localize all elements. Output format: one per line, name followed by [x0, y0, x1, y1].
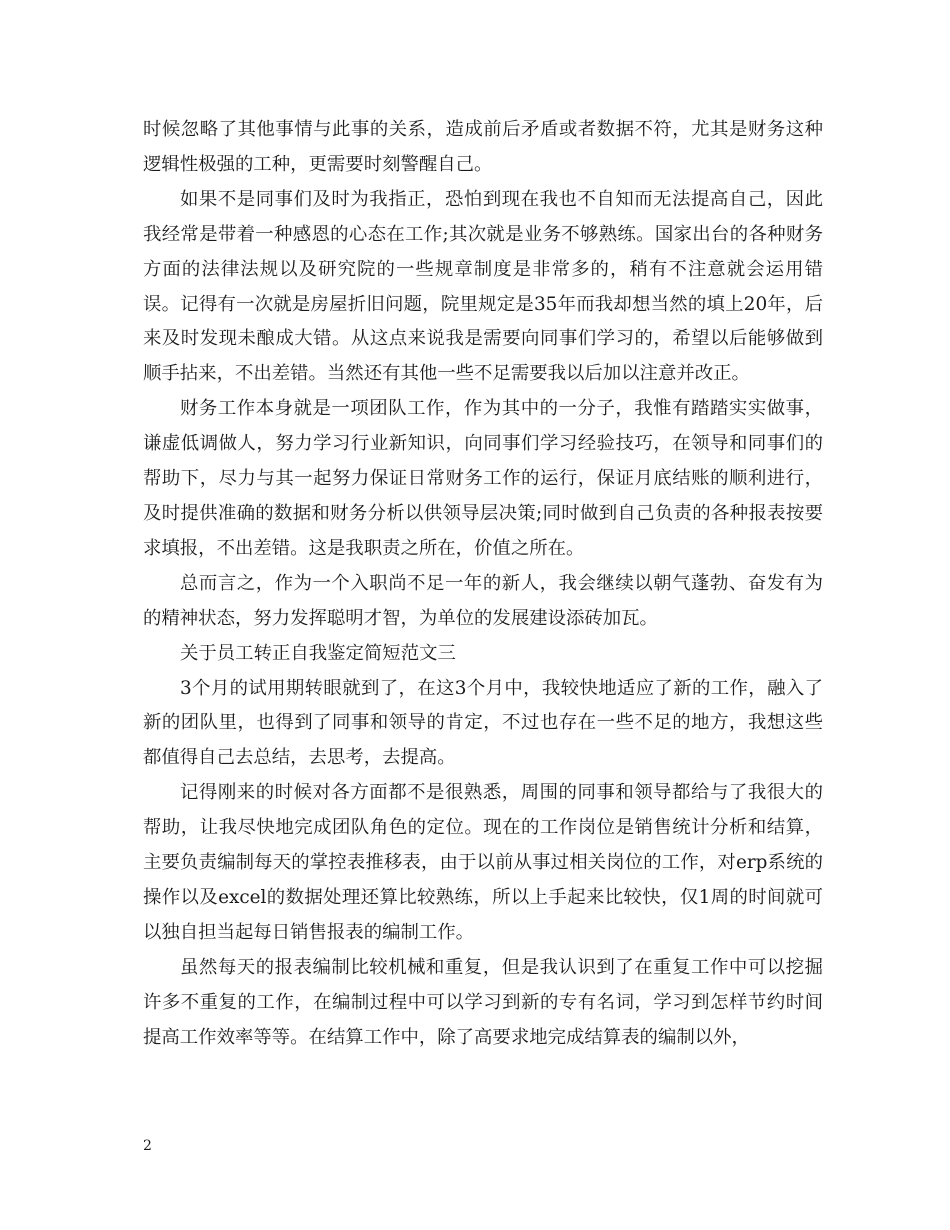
paragraph-reporting: 虽然每天的报表编制比较机械和重复，但是我认识到了在重复工作中可以挖掘许多不重复的工作，在编制过程中可以学习到新的专有名词，学习到怎样节约时间提高工作效率等等。在结算工作中，除了高要求地完成结算表的编制以外， — [143, 956, 823, 1048]
page-number: 2 — [143, 1138, 152, 1154]
paragraph-continuation: 时候忽略了其他事情与此事的关系，造成前后矛盾或者数据不符，尤其是财务这种逻辑性极强的工种，更需要时刻警醒自己。 — [143, 119, 823, 175]
paragraph-onboarding: 记得刚来的时候对各方面都不是很熟悉，周围的同事和领导都给与了我很大的帮助，让我尽快地完成团队角色的定位。现在的工作岗位是销售统计分析和结算，主要负责编制每天的掌控表推移表，由于以前从事过相关岗位的工作，对erp系统的操作以及excel的数据处理还算比较熟练，所以上手起来比较快，仅1周的时间就可以独自担当起每日销售报表的编制工作。 — [143, 782, 823, 943]
document-body — [143, 113, 823, 1055]
paragraph-conclusion: 总而言之，作为一个入职尚不足一年的新人，我会继续以朝气蓬勃、奋发有为的精神状态，努力发挥聪明才智，为单位的发展建设添砖加瓦。 — [143, 572, 823, 629]
section-heading: 关于员工转正自我鉴定简短范文三 — [180, 642, 456, 664]
paragraph-mistakes: 如果不是同事们及时为我指正，恐怕到现在我也不自知而无法提高自己，因此我经常是带着一种感恩的心态在工作;其次就是业务不够熟练。国家出台的各种财务方面的法律法规以及研究院的一些规章制度是非常多的，稍有不注意就会运用错误。记得有一次就是房屋折旧问题，院里规定是35年而我却想当然的填上20年，后来及时发现未酿成大错。从这点来说我是需要向同事们学习的，希望以后能够做到顺手拈来，不出差错。当然还有其他一些不足需要我以后加以注意并改正。 — [143, 188, 823, 385]
paragraph-probation: 3个月的试用期转眼就到了，在这3个月中，我较快地适应了新的工作，融入了新的团队里，也得到了同事和领导的肯定，不过也存在一些不足的地方，我想这些都值得自己去总结，去思考，去提高。 — [143, 677, 823, 769]
paragraph-teamwork: 财务工作本身就是一项团队工作，作为其中的一分子，我惟有踏踏实实做事，谦虚低调做人，努力学习行业新知识，向同事们学习经验技巧，在领导和同事们的帮助下，尽力与其一起努力保证日常财务工作的运行，保证月底结账的顺利进行，及时提供准确的数据和财务分析以供领导层决策;同时做到自己负责的各种报表按要求填报，不出差错。这是我职责之所在，价值之所在。 — [143, 398, 823, 559]
